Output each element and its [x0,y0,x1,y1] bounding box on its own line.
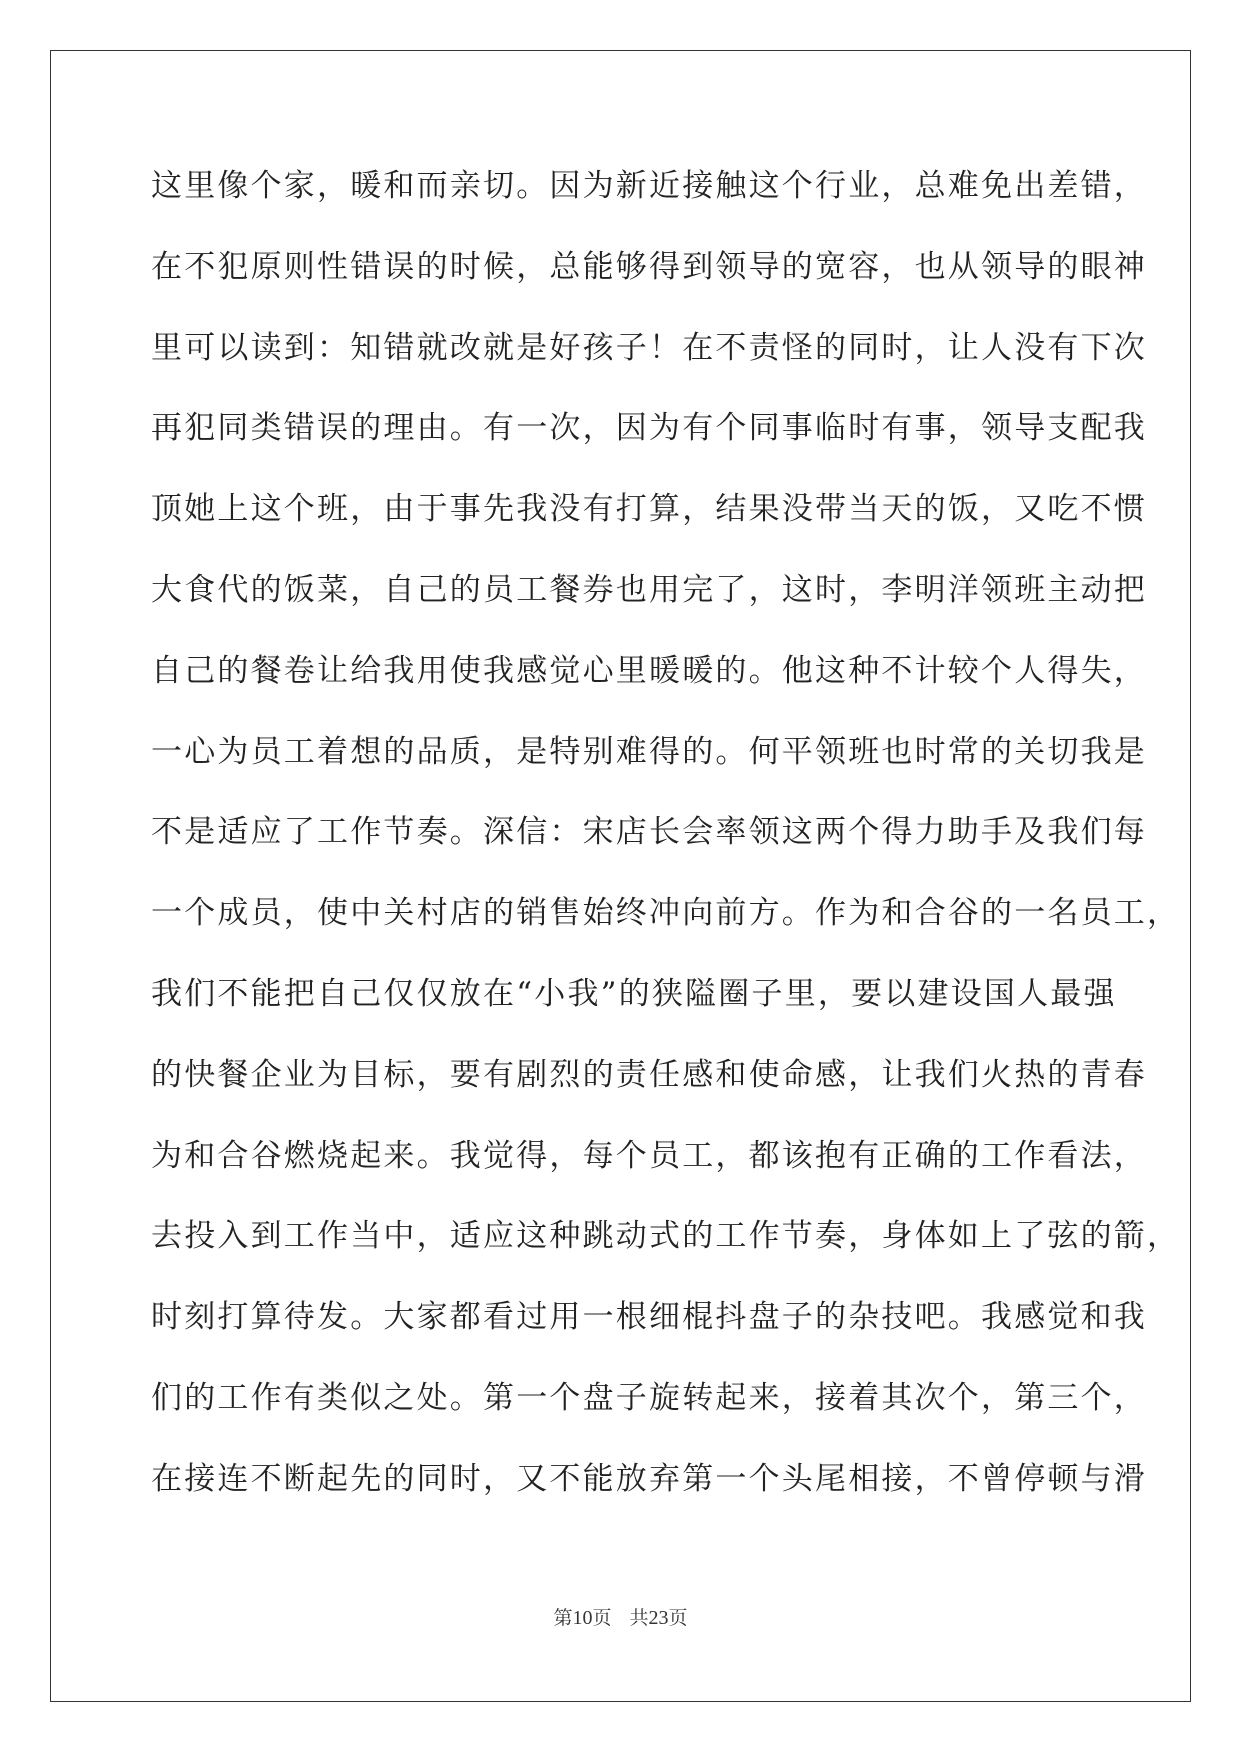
total-prefix: 共 [629,1607,649,1629]
text-line: 一个成员，使中关村店的销售始终冲向前方。作为和合谷的一名员工， [151,895,1181,932]
page-suffix: 页 [592,1607,612,1629]
text-line: 时刻打算待发。大家都看过用一根细棍抖盘子的杂技吧。我感觉和我 [151,1299,1147,1336]
text-line: 在接连不断起先的同时，又不能放弃第一个头尾相接，不曾停顿与滑 [151,1460,1147,1497]
text-line: 去投入到工作当中，适应这种跳动式的工作节奏，身体如上了弦的箭， [151,1218,1181,1255]
page-prefix: 第 [553,1607,573,1629]
total-pages: 23 [648,1607,669,1629]
document-body [151,166,1181,1540]
text-line: 大食代的饭菜，自己的员工餐券也用完了，这时，李明洋领班主动把 [151,571,1147,608]
text-line: 这里像个家，暖和而亲切。因为新近接触这个行业，总难免出差错， [151,168,1147,204]
text-line: 一心为员工着想的品质，是特别难得的。何平领班也时常的关切我是 [151,733,1147,770]
text-line: 不是适应了工作节奏。深信：宋店长会率领这两个得力助手及我们每 [151,814,1147,851]
text-line: 为和合谷燃烧起来。我觉得，每个员工，都该抱有正确的工作看法， [151,1137,1147,1174]
total-suffix: 页 [668,1607,688,1629]
text-line: 里可以读到：知错就改就是好孩子！在不责怪的同时，让人没有下次 [151,329,1147,366]
text-line: 再犯同类错误的理由。有一次，因为有个同事临时有事，领导支配我 [151,410,1147,447]
text-line: 顶她上这个班，由于事先我没有打算，结果没带当天的饭，又吃不惯 [151,491,1147,528]
text-line: 自己的餐卷让给我用使我感觉心里暖暖的。他这种不计较个人得失， [151,652,1147,689]
text-line: 在不犯原则性错误的时候，总能够得到领导的宽容，也从领导的眼神 [151,248,1147,285]
page-footer [0,1606,1241,1630]
text-line: 们的工作有类似之处。第一个盘子旋转起来，接着其次个，第三个， [151,1379,1147,1416]
text-line: 的快餐企业为目标，要有剧烈的责任感和使命感，让我们火热的青春 [151,1056,1147,1093]
page-number: 10 [572,1607,593,1629]
text-line: 我们不能把自己仅仅放在“小我”的狭隘圈子里，要以建设国人最强 [151,975,1117,1012]
